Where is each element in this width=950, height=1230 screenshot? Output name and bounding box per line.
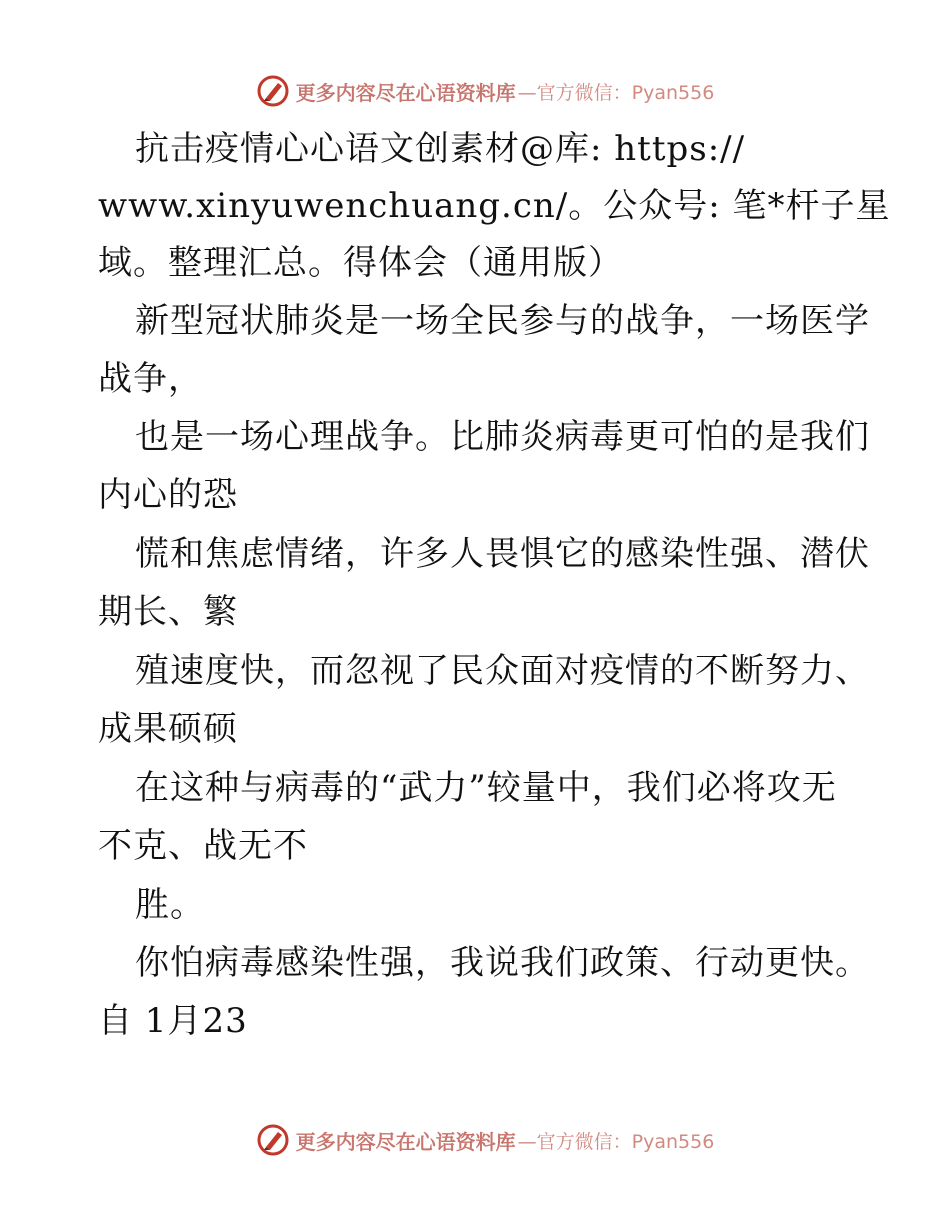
- footer-banner-content: [256, 1123, 715, 1157]
- banner-main-text: 更多内容尽在心语资料库: [295, 1129, 516, 1154]
- banner-main-text: 更多内容尽在心语资料库: [295, 80, 516, 105]
- body-line: 新型冠状肺炎是一场全民参与的战争，一场医学: [135, 301, 870, 341]
- body-line: 抗击疫情心心语文创素材@库: https://: [135, 129, 746, 169]
- body-line: 期长、繁: [98, 592, 238, 632]
- pen-logo-icon: [256, 74, 290, 108]
- body-line: 域。整理汇总。得体会（通用版）: [98, 243, 623, 283]
- body-line: 你怕病毒感染性强，我说我们政策、行动更快。: [135, 943, 870, 983]
- body-line: 慌和焦虑情绪，许多人畏惧它的感染性强、潜伏: [135, 534, 870, 574]
- pen-logo-icon: [256, 1123, 290, 1157]
- body-line: 战争，: [98, 359, 203, 399]
- footer-banner: [0, 1120, 950, 1160]
- body-line: 自 1月23: [98, 1001, 248, 1041]
- body-line: 胜。: [135, 885, 205, 925]
- body-line: 内心的恐: [98, 475, 238, 515]
- banner-wechat-text: —官方微信：Pyan556: [517, 1130, 715, 1153]
- body-line: 不克、战无不: [98, 826, 308, 866]
- body-line: 成果硕硕: [98, 709, 238, 749]
- body-line: 殖速度快，而忽视了民众面对疫情的不断努力、: [135, 651, 870, 691]
- header-banner-content: [256, 74, 715, 108]
- banner-wechat-text: —官方微信：Pyan556: [517, 81, 715, 104]
- header-banner: [0, 71, 950, 111]
- body-line: 也是一场心理战争。比肺炎病毒更可怕的是我们: [135, 417, 870, 457]
- body-line: 在这种与病毒的“武力”较量中，我们必将攻无: [135, 768, 837, 808]
- body-line: www.xinyuwenchuang.cn/。公众号: 笔*杆子星: [98, 186, 891, 226]
